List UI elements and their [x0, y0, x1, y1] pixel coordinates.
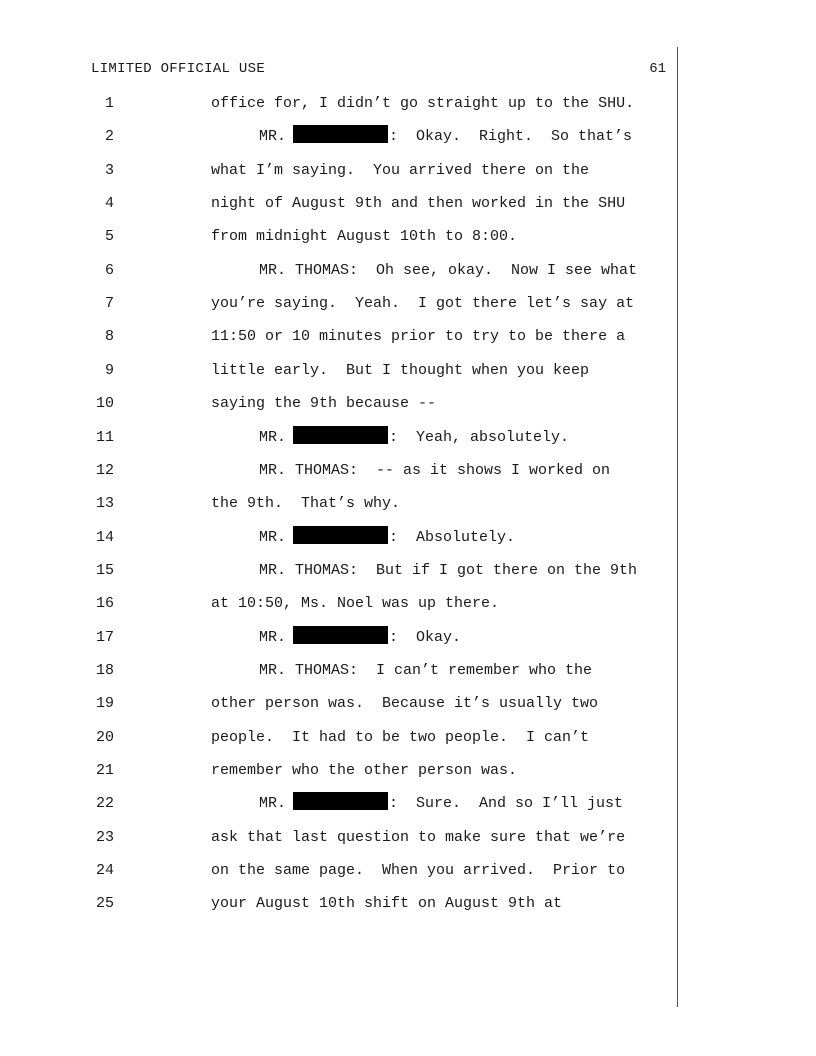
- speaker-prefix: MR.: [259, 128, 287, 146]
- transcript-line: [0, 354, 677, 387]
- transcript-line: [0, 487, 677, 520]
- line-body: : Absolutely.: [389, 528, 516, 546]
- transcript-line: [0, 821, 677, 854]
- line-number: 24: [95, 862, 114, 880]
- line-number: 25: [95, 895, 114, 913]
- redaction-block: [293, 426, 388, 444]
- line-text: MR. THOMAS: Oh see, okay. Now I see what: [259, 261, 638, 279]
- line-number: 2: [104, 128, 114, 146]
- transcript-line: [0, 521, 677, 554]
- line-text: MR. THOMAS: -- as it shows I worked on: [259, 461, 611, 479]
- line-number: 5: [104, 228, 114, 246]
- line-text: what I’m saying. You arrived there on the: [211, 161, 590, 179]
- line-text: night of August 9th and then worked in the SHU: [211, 195, 626, 213]
- line-text: at 10:50, Ms. Noel was up there.: [211, 595, 500, 613]
- transcript-line: [0, 654, 677, 687]
- line-text: [259, 787, 623, 820]
- line-number: 17: [95, 628, 114, 646]
- line-text: [259, 521, 515, 554]
- line-text: [259, 621, 461, 654]
- line-text: 11:50 or 10 minutes prior to try to be there a: [211, 328, 626, 346]
- transcript-line: [0, 621, 677, 654]
- line-number: 12: [95, 461, 114, 479]
- transcript-line: [0, 387, 677, 420]
- transcript-line: [0, 254, 677, 287]
- classification-header: LIMITED OFFICIAL USE: [91, 61, 266, 77]
- line-number: 1: [104, 95, 114, 112]
- line-text: MR. THOMAS: But if I got there on the 9th: [259, 561, 638, 579]
- line-number: 6: [104, 261, 114, 279]
- transcript-line: [0, 854, 677, 887]
- page-number: 61: [649, 61, 666, 77]
- line-number: 20: [95, 728, 114, 746]
- line-number: 9: [104, 361, 114, 379]
- transcript-line: [0, 421, 677, 454]
- line-number: 23: [95, 828, 114, 846]
- line-number: 10: [95, 395, 114, 413]
- line-number: 4: [104, 195, 114, 213]
- redaction-block: [293, 125, 388, 143]
- transcript-line: [0, 554, 677, 587]
- speaker-prefix: MR.: [259, 795, 287, 813]
- line-number: 15: [95, 561, 114, 579]
- line-text: remember who the other person was.: [211, 762, 518, 779]
- line-text: your August 10th shift on August 9th at: [211, 895, 563, 913]
- redaction-block: [293, 626, 388, 644]
- redaction-block: [293, 792, 388, 810]
- transcript-line: [0, 787, 677, 820]
- transcript-line: [0, 220, 677, 253]
- redaction-block: [293, 526, 388, 544]
- line-text: other person was. Because it’s usually two: [211, 695, 599, 713]
- speaker-prefix: MR.: [259, 428, 287, 446]
- line-text: office for, I didn’t go straight up to the SHU.: [211, 95, 635, 112]
- line-number: 18: [95, 661, 114, 679]
- line-body: : Okay. Right. So that’s: [389, 128, 633, 146]
- line-number: 22: [95, 795, 114, 813]
- transcript-line: [0, 721, 677, 754]
- transcript-line: [0, 287, 677, 320]
- line-text: people. It had to be two people. I can’t: [211, 728, 590, 746]
- transcript-line: [0, 120, 677, 153]
- transcript-line: [0, 187, 677, 220]
- line-body: : Yeah, absolutely.: [389, 428, 570, 446]
- line-text: from midnight August 10th to 8:00.: [211, 228, 518, 246]
- line-number: 21: [95, 762, 114, 779]
- line-number: 8: [104, 328, 114, 346]
- transcript-line: [0, 87, 677, 120]
- line-number: 13: [95, 495, 114, 513]
- transcript-line: [0, 587, 677, 620]
- speaker-prefix: MR.: [259, 628, 287, 646]
- speaker-prefix: MR.: [259, 528, 287, 546]
- line-number: 14: [95, 528, 114, 546]
- line-text: saying the 9th because --: [211, 395, 437, 413]
- right-margin-rule: [677, 47, 678, 1007]
- transcript-line: [0, 887, 677, 920]
- line-number: 16: [95, 595, 114, 613]
- line-body: : Okay.: [389, 628, 462, 646]
- transcript-line: [0, 754, 677, 787]
- transcript-line: [0, 454, 677, 487]
- line-number: 7: [104, 295, 114, 313]
- transcript-line: [0, 320, 677, 353]
- line-text: little early. But I thought when you keep: [211, 361, 590, 379]
- line-text: ask that last question to make sure that we’re: [211, 828, 626, 846]
- line-number: 11: [95, 428, 114, 446]
- line-number: 19: [95, 695, 114, 713]
- line-text: you’re saying. Yeah. I got there let’s say at: [211, 295, 635, 313]
- line-body: : Sure. And so I’ll just: [389, 795, 624, 813]
- transcript-line: [0, 687, 677, 720]
- line-text: [259, 120, 632, 153]
- line-text: MR. THOMAS: I can’t remember who the: [259, 661, 593, 679]
- line-number: 3: [104, 161, 114, 179]
- transcript-line: [0, 154, 677, 187]
- line-text: the 9th. That’s why.: [211, 495, 401, 513]
- line-text: on the same page. When you arrived. Prior to: [211, 862, 626, 880]
- line-text: [259, 421, 569, 454]
